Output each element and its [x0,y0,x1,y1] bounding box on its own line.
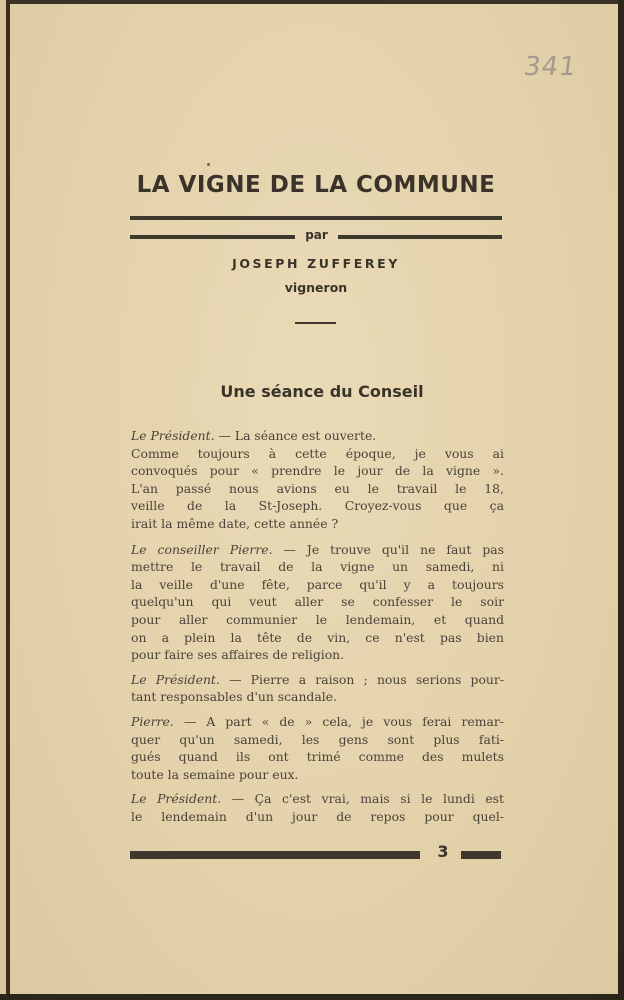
dialogue-entry [131,790,504,825]
dialogue-text: — Ça c'est vrai, mais si le lundi est [221,791,504,807]
dialogue-entry [131,541,504,664]
dialogue-line: tant responsables d'un scandale. [131,689,337,705]
dialogue-line: quelqu'un qui veut aller se confesser le soir [131,594,504,610]
dialogue-entry [131,713,504,783]
dialogue-line: gués quand ils ont trimé comme des mulets [131,749,504,765]
speaker-name: Pierre. [131,713,174,729]
speaker-name: Le Président. [131,671,220,687]
dialogue-line: le lendemain d'un jour de repos pour quel- [131,808,504,824]
byline-rule-left [130,235,295,239]
dialogue-body [131,427,504,832]
dialogue-line [131,671,505,689]
speaker-name: Le conseiller Pierre. [131,541,273,557]
byline-rule-right [338,235,502,239]
dialogue-line [131,790,504,808]
speaker-name: Le Président. [131,791,222,807]
dialogue-text: — La séance est ouverte. [214,428,377,443]
section-heading: Une séance du Conseil [220,382,424,401]
dialogue-line: L'an passé nous avions eu le travail le 18, [131,480,504,496]
dialogue-text: — A part « de » cela, je vous ferai remar- [173,713,504,729]
dialogue-line: on a plein la tête de vin, ce n'est pas bien [131,629,504,645]
dialogue-line [131,541,504,559]
handwritten-folio-number: 341 [521,52,579,82]
dialogue-entry [131,427,504,533]
dialogue-line: veille de la St-Joseph. Croyez-vous que ça [131,498,504,514]
page-number: 3 [437,842,449,861]
dialogue-line: pour faire ses affaires de religion. [131,647,345,663]
dialogue-line [131,427,504,445]
scan-border-right [618,0,624,1000]
speaker-name: Le Président. [131,428,215,443]
article-title: LA VIGNE DE LA COMMUNE [136,172,496,198]
scan-border-bottom [0,994,624,1000]
section-separator [295,322,336,324]
dialogue-line: toute la semaine pour eux. [131,766,299,782]
book-spine-shadow [6,0,10,1000]
dialogue-line: Comme toujours à cette époque, je vous ai [131,445,504,461]
dialogue-text: — Pierre a raison ; nous serions pour- [219,671,505,687]
title-underline-rule [130,216,502,220]
byline-par: par [305,228,328,242]
dialogue-line [131,713,504,731]
dialogue-line: convoqués pour « prendre le jour de la vigne ». [131,463,504,479]
ink-speck [207,163,210,166]
footer-rule-long [130,851,420,859]
dialogue-line: pour aller communier le lendemain, et quand [131,611,504,627]
dialogue-text: — Je trouve qu'il ne faut pas [272,541,504,557]
dialogue-line: mettre le travail de la vigne un samedi, ni [131,559,504,575]
author-name: JOSEPH ZUFFEREY [232,256,400,271]
dialogue-line: irait la même date, cette année ? [131,515,339,531]
dialogue-line: quer qu'un samedi, les gens sont plus fati- [131,731,504,747]
dialogue-line: la veille d'une fête, parce qu'il y a toujours [131,576,504,592]
author-profession: vigneron [284,280,348,295]
dialogue-entry [131,671,504,706]
footer-rule-short [461,851,501,859]
